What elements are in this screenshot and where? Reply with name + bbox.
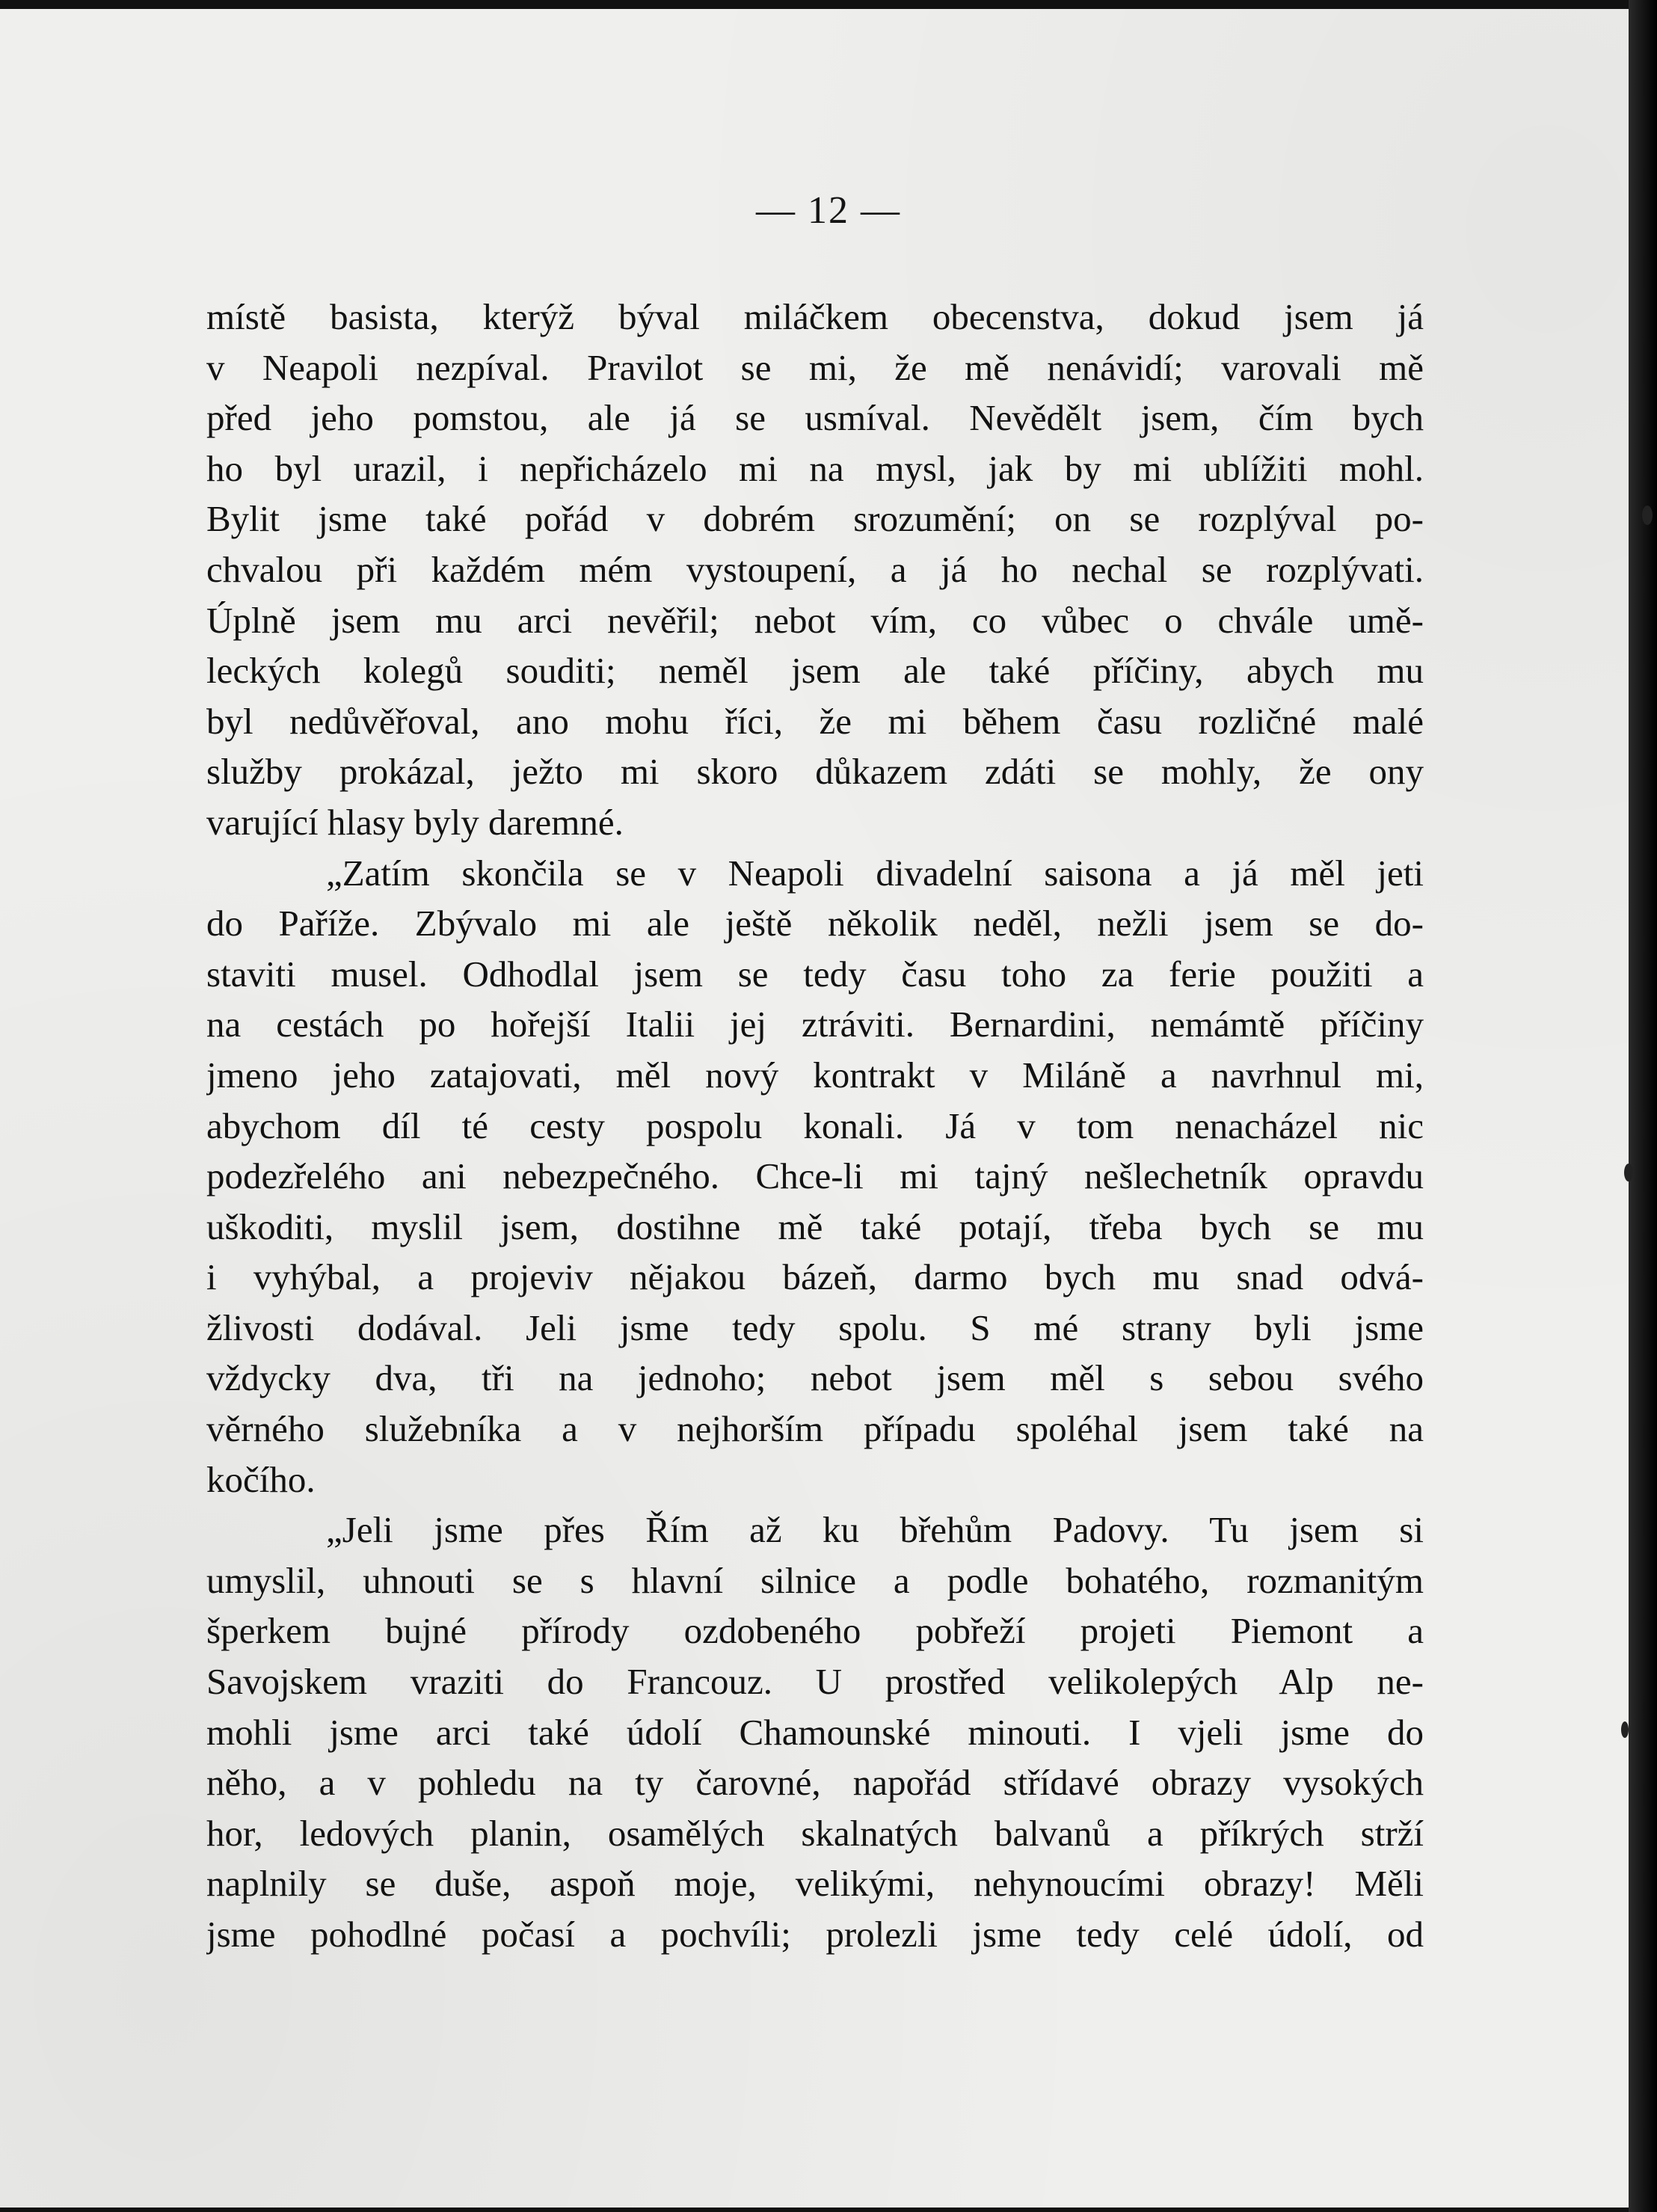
text-line: žlivosti dodával. Jeli jsme tedy spolu. S mé strany byli jsme xyxy=(206,1306,1424,1348)
text-line: hor, ledových planin, osamělých skalnatých balvanů a příkrých strží xyxy=(206,1812,1424,1854)
text-line: ho byl urazil, i nepřicházelo mi na mysl, jak by mi ublížiti mohl. xyxy=(206,447,1424,489)
text-line: šperkem bujné přírody ozdobeného pobřeží projeti Piemont a xyxy=(206,1610,1424,1652)
scan-speck xyxy=(1642,506,1653,525)
text-line: varující hlasy byly daremné. xyxy=(206,801,624,843)
text-line: staviti musel. Odhodlal jsem se tedy času toho za ferie použiti a xyxy=(206,953,1424,995)
text-line: byl nedůvěřoval, ano mohu říci, že mi během času rozličné malé xyxy=(206,700,1424,742)
text-line: mohli jsme arci také údolí Chamounské minouti. I vjeli jsme do xyxy=(206,1711,1424,1753)
text-line: Úplně jsem mu arci nevěřil; nebot vím, co vůbec o chvále umě- xyxy=(206,599,1424,641)
scan-speck xyxy=(1624,1164,1633,1182)
text-line: Savojskem vraziti do Francouz. U prostřed velikolepých Alp ne- xyxy=(206,1661,1424,1703)
scan-speck xyxy=(1621,1721,1629,1738)
text-line: „Zatím skončila se v Neapoli divadelní saisona a já měl jeti xyxy=(326,852,1424,894)
text-line: uškoditi, myslil jsem, dostihne mě také potají, třeba bych se mu xyxy=(206,1205,1424,1247)
text-line: v Neapoli nezpíval. Pravilot se mi, že mě nenávidí; varovali mě xyxy=(206,346,1424,388)
text-line: něho, a v pohledu na ty čarovné, napořád střídavé obrazy vysokých xyxy=(206,1762,1424,1804)
text-line: do Paříže. Zbývalo mi ale ještě několik neděl, nežli jsem se do- xyxy=(206,903,1424,944)
text-line: i vyhýbal, a projeviv nějakou bázeň, darmo bych mu snad odvá- xyxy=(206,1256,1424,1298)
text-line: jmeno jeho zatajovati, měl nový kontrakt v Miláně a navrhnul mi, xyxy=(206,1054,1424,1096)
text-line: místě basista, kterýž býval miláčkem obecenstva, dokud jsem já xyxy=(206,296,1424,337)
text-line: umyslil, uhnouti se s hlavní silnice a podle bohatého, rozmanitým xyxy=(206,1559,1424,1601)
text-line: jsme pohodlné počasí a pochvíli; prolezli jsme tedy celé údolí, od xyxy=(206,1914,1424,1955)
text-line: naplnily se duše, aspoň moje, velikými, nehynoucími obrazy! Měli xyxy=(206,1863,1424,1905)
text-line: služby prokázal, ježto mi skoro důkazem zdáti se mohly, že ony xyxy=(206,751,1424,793)
text-line: chvalou při každém mém vystoupení, a já ho nechal se rozplývati. xyxy=(206,548,1424,590)
text-line: věrného služebníka a v nejhorším případu spoléhal jsem také na xyxy=(206,1408,1424,1450)
text-line: podezřelého ani nebezpečného. Chce-li mi tajný nešlechetník opravdu xyxy=(206,1155,1424,1197)
page-edge-shadow xyxy=(1629,0,1657,2212)
text-line: abychom díl té cesty pospolu konali. Já v tom nenacházel nic xyxy=(206,1105,1424,1146)
text-line: před jeho pomstou, ale já se usmíval. Nevědělt jsem, čím bych xyxy=(206,397,1424,439)
text-line: Bylit jsme také pořád v dobrém srozumění; on se rozplýval po- xyxy=(206,498,1424,540)
text-line: vždycky dva, tři na jednoho; nebot jsem měl s sebou svého xyxy=(206,1357,1424,1399)
body-text xyxy=(206,292,1424,1960)
text-line: „Jeli jsme přes Řím až ku břehům Padovy. Tu jsem si xyxy=(326,1509,1424,1551)
text-line: na cestách po hořejší Italii jej ztráviti. Bernardini, nemámtě příčiny xyxy=(206,1004,1424,1045)
page-number: — 12 — xyxy=(756,189,901,232)
text-line: leckých kolegů souditi; neměl jsem ale také příčiny, abych mu xyxy=(206,650,1424,692)
text-line: kočího. xyxy=(206,1458,316,1500)
